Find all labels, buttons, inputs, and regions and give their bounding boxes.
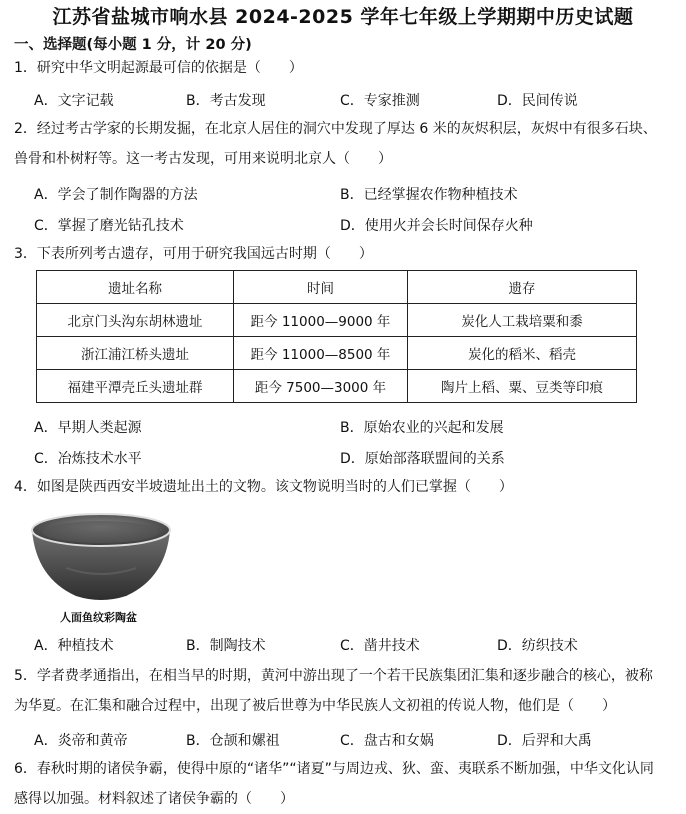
image-caption: 人面鱼纹彩陶盆 <box>60 611 137 624</box>
q1-option-c: C．专家推测 <box>340 93 420 109</box>
q3-option-a: A．早期人类起源 <box>34 420 142 436</box>
table-row <box>37 304 637 337</box>
table-cell: 距今 11000—8500 年 <box>234 337 408 370</box>
table-cell: 距今 7500—3000 年 <box>234 370 408 403</box>
question-6-stem: 6．春秋时期的诸侯争霸，使得中原的“诸华”“诸夏”与周边戎、狄、蛮、夷联系不断加强，中华文化认同感得以加强。材料叙述了诸侯争霸的（ ） <box>14 761 654 807</box>
q2-option-d: D．使用火并会长时间保存火种 <box>340 218 533 234</box>
q5-option-d: D．后羿和大禹 <box>497 733 592 749</box>
table-cell: 炭化人工栽培粟和黍 <box>408 304 637 337</box>
table-row <box>37 370 637 403</box>
table-header: 遗址名称 <box>37 271 234 304</box>
question-5-stem: 5．学者费孝通指出，在相当早的时期，黄河中游出现了一个若干民族集团汇集和逐步融合的核心，被称为华夏。在汇集和融合过程中，出现了被后世尊为中华民族人文初祖的传说人物，他们是（ ） <box>14 668 653 714</box>
table-header-row <box>37 271 637 304</box>
table-cell: 陶片上稻、粟、豆类等印痕 <box>408 370 637 403</box>
question-3-stem: 3．下表所列考古遗存，可用于研究我国远古时期（ ） <box>14 246 373 262</box>
q2-option-c: C．掌握了磨光钻孔技术 <box>34 218 184 234</box>
q4-option-b: B．制陶技术 <box>186 638 266 654</box>
q4-option-a: A．种植技术 <box>34 638 114 654</box>
q1-option-a: A．文字记载 <box>34 93 114 109</box>
table-header: 时间 <box>234 271 408 304</box>
table-cell: 浙江浦江桥头遗址 <box>37 337 234 370</box>
q5-option-a: A．炎帝和黄帝 <box>34 733 128 749</box>
q4-option-d: D．纺织技术 <box>497 638 578 654</box>
table-header: 遗存 <box>408 271 637 304</box>
q1-option-d: D．民间传说 <box>497 93 578 109</box>
q5-option-b: B．仓颉和嫘祖 <box>186 733 280 749</box>
table-cell: 炭化的稻米、稻壳 <box>408 337 637 370</box>
question-4-stem: 4．如图是陕西西安半坡遗址出土的文物。该文物说明当时的人们已掌握（ ） <box>14 479 513 495</box>
q1-option-b: B．考古发现 <box>186 93 266 109</box>
exam-title: 江苏省盐城市响水县 2024-2025 学年七年级上学期期中历史试题 <box>52 6 634 28</box>
question-1-stem: 1．研究中华文明起源最可信的依据是（ ） <box>14 60 303 76</box>
table-row <box>37 337 637 370</box>
pottery-basin-image <box>26 508 176 608</box>
q3-option-b: B．原始农业的兴起和发展 <box>340 420 504 436</box>
table-cell: 福建平潭壳丘头遗址群 <box>37 370 234 403</box>
section-heading: 一、选择题(每小题 1 分，计 20 分) <box>14 37 252 53</box>
archaeology-table <box>36 270 637 403</box>
table-cell: 北京门头沟东胡林遗址 <box>37 304 234 337</box>
table-cell: 距今 11000—9000 年 <box>234 304 408 337</box>
question-2-stem: 2．经过考古学家的长期发掘，在北京人居住的洞穴中发现了厚达 6 米的灰烬积层，灰烬中有很多石块、兽骨和朴树籽等。这一考古发现，可用来说明北京人（ ） <box>14 121 657 167</box>
q3-option-d: D．原始部落联盟间的关系 <box>340 451 505 467</box>
q3-option-c: C．冶炼技术水平 <box>34 451 142 467</box>
q5-option-c: C．盘古和女娲 <box>340 733 434 749</box>
q4-option-c: C．凿井技术 <box>340 638 420 654</box>
q2-option-a: A．学会了制作陶器的方法 <box>34 187 198 203</box>
q2-option-b: B．已经掌握农作物种植技术 <box>340 187 518 203</box>
